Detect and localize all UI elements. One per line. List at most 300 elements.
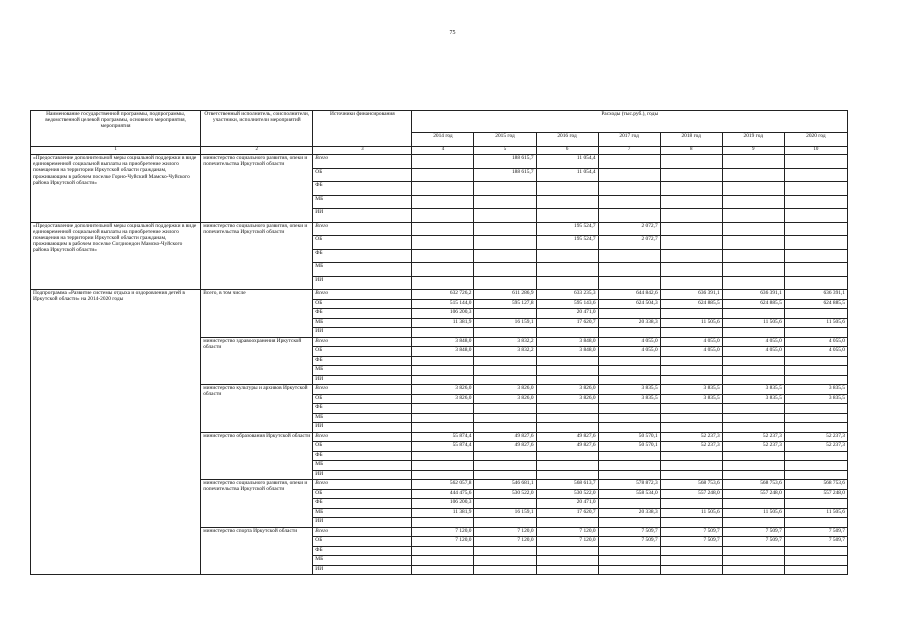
value-cell: 17 620,7 — [536, 508, 598, 518]
source-cell: ИИ — [313, 375, 412, 385]
value-cell: 49 827,6 — [474, 442, 536, 452]
value-cell — [474, 263, 536, 277]
value-cell: 7 509,7 — [722, 537, 784, 547]
value-cell — [412, 168, 474, 182]
column-index: 5 — [474, 147, 536, 155]
value-cell — [722, 309, 784, 319]
source-cell: ОБ — [313, 168, 412, 182]
value-cell — [474, 182, 536, 196]
value-cell: 557 248,0 — [784, 489, 847, 499]
value-cell — [660, 263, 722, 277]
value-cell — [412, 222, 474, 236]
value-cell — [598, 155, 660, 169]
value-cell: 49 827,6 — [474, 432, 536, 442]
value-cell: 20 338,3 — [598, 508, 660, 518]
executor-name: министерство образования Иркутской области — [201, 432, 313, 480]
source-cell: Всего — [313, 155, 412, 169]
value-cell — [660, 209, 722, 223]
value-cell — [722, 404, 784, 414]
value-cell — [660, 366, 722, 376]
value-cell: 624 885,5 — [660, 299, 722, 309]
header-year: 2015 год — [474, 133, 536, 147]
value-cell — [412, 404, 474, 414]
value-cell: 644 842,6 — [598, 290, 660, 300]
value-cell: 636 391,1 — [722, 290, 784, 300]
value-cell: 3 826,0 — [474, 385, 536, 395]
value-cell: 595 127,8 — [474, 299, 536, 309]
value-cell — [474, 470, 536, 480]
value-cell — [474, 375, 536, 385]
value-cell — [536, 276, 598, 290]
value-cell — [660, 195, 722, 209]
value-cell: 50 570,1 — [598, 442, 660, 452]
value-cell: 7 509,7 — [722, 527, 784, 537]
value-cell — [722, 276, 784, 290]
value-cell — [784, 209, 847, 223]
value-cell: 55 874,4 — [412, 442, 474, 452]
value-cell: 444 475,6 — [412, 489, 474, 499]
value-cell — [412, 328, 474, 338]
value-cell — [660, 461, 722, 471]
value-cell: 7 509,7 — [660, 537, 722, 547]
value-cell — [784, 155, 847, 169]
measure-name: «Предоставление дополнительной меры социальной поддержки в виде единовременной социальной выплаты на приобретение жилого помещения на территории Иркутской области гражданам, проживающим в рабочем поселке Согдиондон Мамско-Чуйского района Иркутской области» — [31, 222, 201, 290]
value-cell — [722, 499, 784, 509]
value-cell — [660, 556, 722, 566]
value-cell: 106 200,3 — [412, 499, 474, 509]
header-col2: Ответственный исполнитель, соисполнители, участники, исполнители мероприятий — [201, 111, 313, 147]
value-cell — [598, 404, 660, 414]
value-cell — [474, 236, 536, 250]
value-cell: 55 874,4 — [412, 432, 474, 442]
value-cell: 568 753,6 — [722, 480, 784, 490]
value-cell: 7 509,7 — [784, 537, 847, 547]
header-col3: Источники финансирования — [313, 111, 412, 147]
value-cell — [660, 470, 722, 480]
source-cell: ФБ — [313, 356, 412, 366]
value-cell — [598, 556, 660, 566]
value-cell: 3 835,5 — [598, 394, 660, 404]
value-cell — [660, 328, 722, 338]
value-cell — [536, 413, 598, 423]
source-cell: МБ — [313, 366, 412, 376]
value-cell: 20 471,0 — [536, 499, 598, 509]
value-cell: 546 681,1 — [474, 480, 536, 490]
value-cell — [784, 375, 847, 385]
value-cell — [660, 423, 722, 433]
value-cell — [784, 556, 847, 566]
value-cell: 4 055,0 — [598, 347, 660, 357]
source-cell: ИИ — [313, 276, 412, 290]
source-cell: ИИ — [313, 518, 412, 528]
value-cell — [412, 451, 474, 461]
page-number: 75 — [449, 30, 456, 36]
value-cell — [722, 356, 784, 366]
value-cell — [722, 556, 784, 566]
source-cell: МБ — [313, 413, 412, 423]
value-cell: 562 057,8 — [412, 480, 474, 490]
value-cell: 3 835,5 — [722, 385, 784, 395]
value-cell — [598, 366, 660, 376]
value-cell: 530 522,0 — [536, 489, 598, 499]
value-cell — [412, 565, 474, 575]
value-cell — [598, 451, 660, 461]
value-cell — [784, 356, 847, 366]
value-cell — [598, 375, 660, 385]
value-cell — [660, 276, 722, 290]
source-cell: МБ — [313, 556, 412, 566]
value-cell — [598, 263, 660, 277]
value-cell — [598, 461, 660, 471]
value-cell — [536, 565, 598, 575]
value-cell: 52 237,3 — [784, 442, 847, 452]
value-cell — [660, 155, 722, 169]
value-cell — [784, 182, 847, 196]
source-cell: ОБ — [313, 442, 412, 452]
value-cell — [412, 195, 474, 209]
value-cell — [722, 209, 784, 223]
source-cell: МБ — [313, 508, 412, 518]
source-cell: ФБ — [313, 404, 412, 414]
value-cell — [536, 518, 598, 528]
value-cell — [784, 366, 847, 376]
value-cell: 578 872,3 — [598, 480, 660, 490]
value-cell — [536, 209, 598, 223]
value-cell: 568 753,6 — [660, 480, 722, 490]
value-cell — [536, 556, 598, 566]
value-cell — [660, 222, 722, 236]
value-cell: 3 826,0 — [536, 385, 598, 395]
column-index: 10 — [784, 147, 847, 155]
executor-name: Всего, в том числе — [201, 290, 313, 338]
value-cell — [598, 470, 660, 480]
column-index: 9 — [722, 147, 784, 155]
value-cell — [536, 356, 598, 366]
header-year: 2018 год — [660, 133, 722, 147]
value-cell — [474, 423, 536, 433]
value-cell — [598, 546, 660, 556]
value-cell — [784, 404, 847, 414]
value-cell — [784, 413, 847, 423]
value-cell: 11 505,6 — [784, 508, 847, 518]
value-cell: 7 120,0 — [474, 527, 536, 537]
value-cell: 3 835,5 — [598, 385, 660, 395]
value-cell: 3 848,0 — [536, 347, 598, 357]
value-cell: 636 391,1 — [660, 290, 722, 300]
value-cell — [474, 565, 536, 575]
value-cell — [474, 222, 536, 236]
value-cell — [598, 249, 660, 263]
source-cell: ИИ — [313, 423, 412, 433]
value-cell: 3 835,5 — [784, 385, 847, 395]
value-cell — [722, 461, 784, 471]
value-cell: 3 835,5 — [722, 394, 784, 404]
value-cell: 3 832,2 — [474, 347, 536, 357]
value-cell: 3 826,0 — [474, 394, 536, 404]
value-cell — [412, 356, 474, 366]
source-cell: Всего — [313, 385, 412, 395]
subprogram-name: Подпрограмма «Развитие системы отдыха и оздоровления детей в Иркутской области» на 2014-2020 годы — [31, 290, 201, 575]
value-cell: 515 144,0 — [412, 299, 474, 309]
value-cell: 50 570,1 — [598, 432, 660, 442]
value-cell: 595 143,6 — [536, 299, 598, 309]
executor-name: министерство спорта Иркутской области — [201, 527, 313, 575]
value-cell: 636 391,1 — [784, 290, 847, 300]
value-cell: 632 726,2 — [412, 290, 474, 300]
value-cell: 3 835,5 — [660, 394, 722, 404]
value-cell — [598, 518, 660, 528]
source-cell: Всего — [313, 527, 412, 537]
source-cell: ОБ — [313, 489, 412, 499]
value-cell — [722, 168, 784, 182]
value-cell: 624 885,5 — [784, 299, 847, 309]
column-index: 4 — [412, 147, 474, 155]
value-cell — [784, 565, 847, 575]
value-cell: 557 248,0 — [660, 489, 722, 499]
value-cell — [598, 168, 660, 182]
source-cell: ОБ — [313, 236, 412, 250]
value-cell — [784, 461, 847, 471]
measure-executor: министерство социального развития, опеки и попечительства Иркутской области — [201, 222, 313, 290]
value-cell: 3 835,5 — [784, 394, 847, 404]
value-cell: 7 120,0 — [412, 527, 474, 537]
source-cell: ИИ — [313, 209, 412, 223]
source-cell: ФБ — [313, 309, 412, 319]
value-cell: 49 827,6 — [536, 432, 598, 442]
value-cell — [722, 375, 784, 385]
value-cell — [722, 328, 784, 338]
value-cell: 11 505,6 — [660, 318, 722, 328]
source-cell: ОБ — [313, 537, 412, 547]
value-cell — [474, 328, 536, 338]
value-cell — [660, 249, 722, 263]
value-cell — [474, 366, 536, 376]
value-cell: 11 505,6 — [722, 508, 784, 518]
source-cell: ФБ — [313, 499, 412, 509]
value-cell: 52 237,3 — [722, 432, 784, 442]
value-cell — [412, 263, 474, 277]
value-cell — [598, 499, 660, 509]
value-cell — [722, 451, 784, 461]
value-cell: 16 159,1 — [474, 508, 536, 518]
value-cell — [412, 209, 474, 223]
value-cell: 568 753,6 — [784, 480, 847, 490]
value-cell — [474, 195, 536, 209]
value-cell — [784, 309, 847, 319]
value-cell — [536, 451, 598, 461]
value-cell: 624 885,5 — [722, 299, 784, 309]
value-cell — [474, 413, 536, 423]
value-cell — [474, 249, 536, 263]
measure-executor: министерство социального развития, опеки и попечительства Иркутской области — [201, 155, 313, 223]
source-cell: ОБ — [313, 347, 412, 357]
value-cell: 4 055,0 — [598, 337, 660, 347]
source-cell: ИИ — [313, 565, 412, 575]
value-cell — [722, 366, 784, 376]
source-cell: МБ — [313, 318, 412, 328]
value-cell: 11 505,6 — [660, 508, 722, 518]
value-cell: 7 120,0 — [536, 527, 598, 537]
value-cell — [412, 518, 474, 528]
value-cell — [536, 375, 598, 385]
value-cell — [660, 499, 722, 509]
value-cell — [412, 556, 474, 566]
value-cell — [722, 470, 784, 480]
value-cell: 7 509,7 — [660, 527, 722, 537]
value-cell — [474, 518, 536, 528]
value-cell — [784, 249, 847, 263]
source-cell: МБ — [313, 263, 412, 277]
value-cell: 3 826,0 — [536, 394, 598, 404]
value-cell: 188 615,7 — [474, 155, 536, 169]
value-cell: 557 248,0 — [722, 489, 784, 499]
value-cell: 7 120,0 — [412, 537, 474, 547]
value-cell — [474, 356, 536, 366]
value-cell: 4 055,0 — [722, 337, 784, 347]
source-cell: ФБ — [313, 182, 412, 196]
value-cell: 2 072,7 — [598, 236, 660, 250]
value-cell — [536, 546, 598, 556]
value-cell — [536, 328, 598, 338]
value-cell — [536, 461, 598, 471]
value-cell — [474, 499, 536, 509]
source-cell: ИИ — [313, 470, 412, 480]
value-cell: 3 826,0 — [412, 385, 474, 395]
source-cell: Всего — [313, 290, 412, 300]
value-cell: 20 338,3 — [598, 318, 660, 328]
source-cell: ИИ — [313, 328, 412, 338]
value-cell — [660, 413, 722, 423]
source-cell: МБ — [313, 195, 412, 209]
value-cell: 52 237,3 — [784, 432, 847, 442]
value-cell — [598, 309, 660, 319]
value-cell — [784, 236, 847, 250]
value-cell — [412, 182, 474, 196]
value-cell — [412, 249, 474, 263]
value-cell: 11 381,9 — [412, 508, 474, 518]
value-cell — [536, 182, 598, 196]
value-cell: 11 054,4 — [536, 155, 598, 169]
value-cell: 7 120,0 — [474, 537, 536, 547]
value-cell — [722, 249, 784, 263]
value-cell: 7 509,7 — [784, 527, 847, 537]
value-cell — [598, 195, 660, 209]
value-cell — [784, 518, 847, 528]
value-cell: 3 835,5 — [660, 385, 722, 395]
value-cell: 530 522,0 — [474, 489, 536, 499]
value-cell — [412, 546, 474, 556]
value-cell — [722, 182, 784, 196]
value-cell: 188 615,7 — [474, 168, 536, 182]
value-cell: 3 848,0 — [412, 347, 474, 357]
value-cell — [784, 168, 847, 182]
executor-name: министерство здравоохранения Иркутской области — [201, 337, 313, 385]
value-cell — [412, 236, 474, 250]
header-year: 2014 год — [412, 133, 474, 147]
executor-name: министерство культуры и архивов Иркутской области — [201, 385, 313, 433]
measure-name: «Предоставление дополнительной меры социальной поддержки в виде единовременной социальной выплаты на приобретение жилого помещения на территории Иркутской области гражданам, проживающим в рабочем поселке Горно-Чуйский Мамско-Чуйского района Иркутской области» — [31, 155, 201, 223]
value-cell — [598, 413, 660, 423]
value-cell — [412, 375, 474, 385]
value-cell: 2 072,7 — [598, 222, 660, 236]
value-cell: 52 237,3 — [660, 432, 722, 442]
value-cell — [660, 182, 722, 196]
value-cell — [722, 546, 784, 556]
value-cell — [722, 518, 784, 528]
value-cell: 11 381,9 — [412, 318, 474, 328]
value-cell — [536, 195, 598, 209]
value-cell: 611 286,9 — [474, 290, 536, 300]
value-cell: 17 620,7 — [536, 318, 598, 328]
source-cell: ОБ — [313, 394, 412, 404]
source-cell: МБ — [313, 461, 412, 471]
value-cell: 4 055,0 — [722, 347, 784, 357]
value-cell — [474, 309, 536, 319]
source-cell: ФБ — [313, 451, 412, 461]
value-cell: 16 159,1 — [474, 318, 536, 328]
value-cell — [412, 155, 474, 169]
value-cell — [722, 565, 784, 575]
value-cell — [598, 276, 660, 290]
value-cell — [784, 222, 847, 236]
value-cell: 52 237,3 — [660, 442, 722, 452]
header-col1: Наименование государственной программы, подпрограммы, ведомственной целевой программы, основного мероприятия, мероприятия — [31, 111, 201, 147]
value-cell — [474, 546, 536, 556]
value-cell — [722, 236, 784, 250]
header-year: 2016 год — [536, 133, 598, 147]
value-cell — [598, 209, 660, 223]
value-cell: 4 055,0 — [784, 347, 847, 357]
value-cell — [474, 451, 536, 461]
source-cell: ОБ — [313, 299, 412, 309]
executor-name: министерство социального развития, опеки и попечительства Иркутской области — [201, 480, 313, 528]
value-cell: 195 524,7 — [536, 222, 598, 236]
value-cell — [598, 423, 660, 433]
header-year: 2017 год — [598, 133, 660, 147]
source-cell: ФБ — [313, 546, 412, 556]
table-row — [31, 155, 848, 169]
value-cell — [660, 546, 722, 556]
value-cell — [660, 451, 722, 461]
value-cell — [412, 276, 474, 290]
value-cell — [598, 182, 660, 196]
value-cell — [722, 423, 784, 433]
value-cell — [784, 263, 847, 277]
column-index: 2 — [201, 147, 313, 155]
value-cell — [722, 155, 784, 169]
value-cell: 11 054,4 — [536, 168, 598, 182]
value-cell — [536, 249, 598, 263]
source-cell: Всего — [313, 337, 412, 347]
value-cell: 3 848,0 — [536, 337, 598, 347]
value-cell: 4 055,0 — [784, 337, 847, 347]
column-index: 6 — [536, 147, 598, 155]
column-index: 8 — [660, 147, 722, 155]
value-cell — [474, 209, 536, 223]
value-cell — [598, 328, 660, 338]
value-cell: 3 826,0 — [412, 394, 474, 404]
value-cell — [660, 565, 722, 575]
value-cell — [660, 236, 722, 250]
value-cell — [722, 195, 784, 209]
value-cell — [660, 168, 722, 182]
value-cell — [474, 276, 536, 290]
table-row — [31, 290, 848, 300]
value-cell — [598, 356, 660, 366]
budget-table — [30, 110, 848, 575]
value-cell: 4 055,0 — [660, 347, 722, 357]
value-cell: 106 200,3 — [412, 309, 474, 319]
